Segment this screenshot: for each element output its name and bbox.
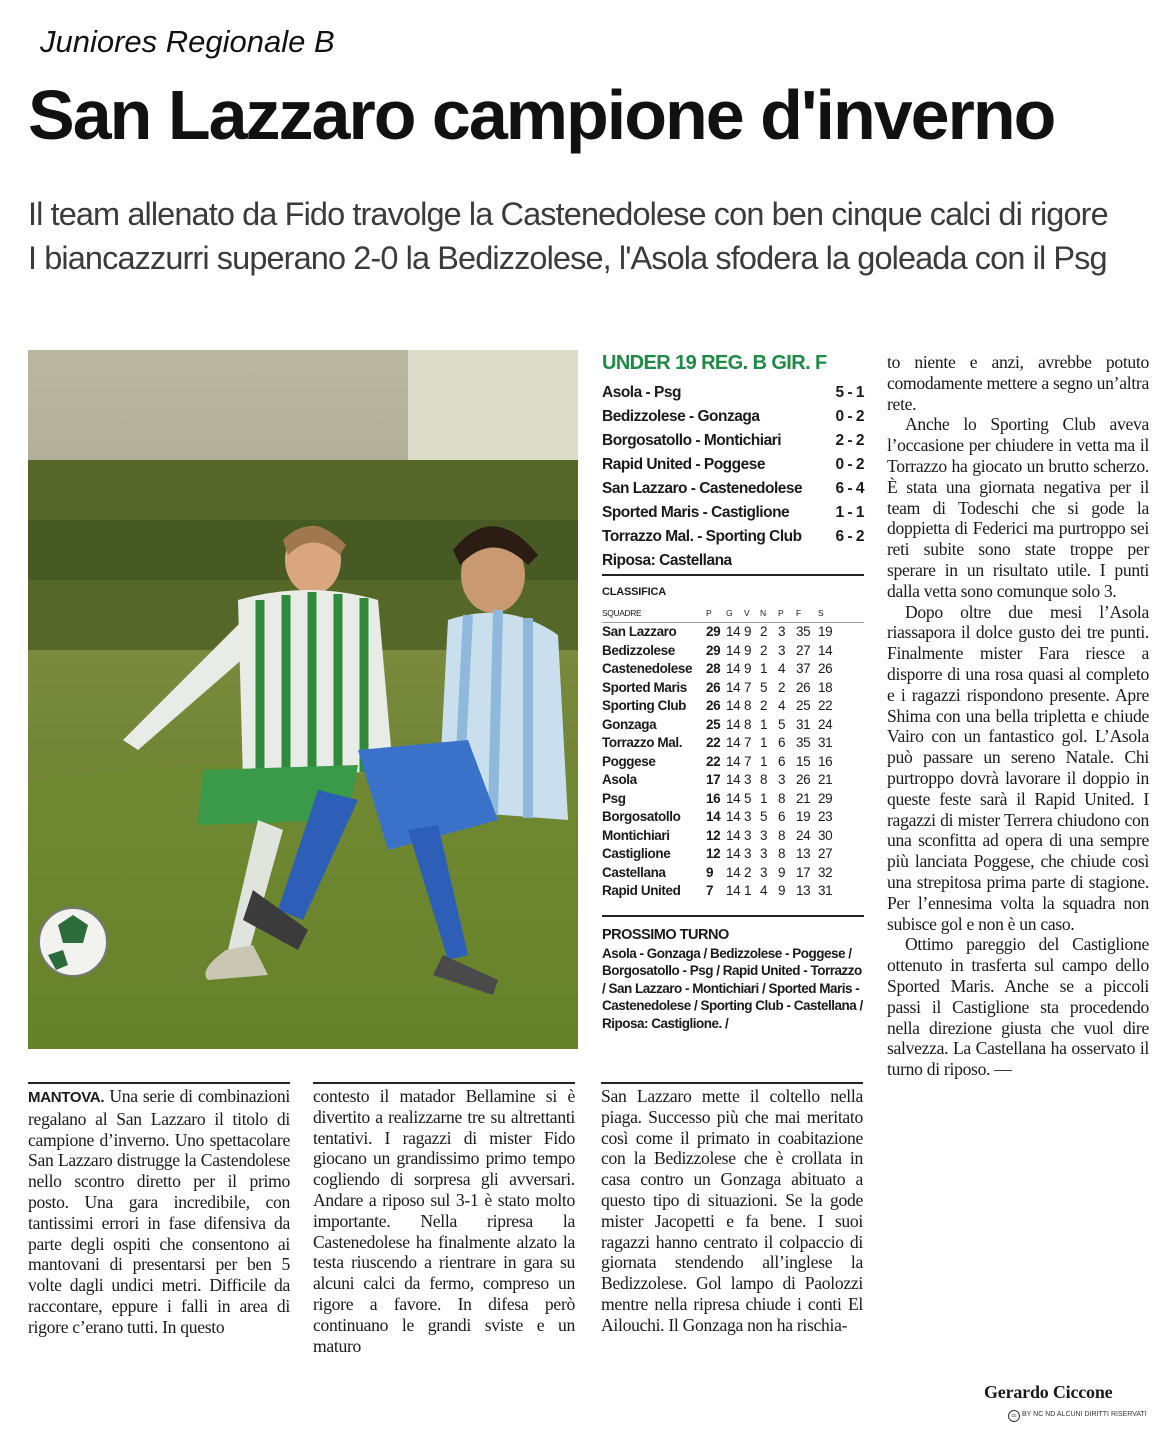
standings-row [602,716,864,735]
article-column-4 [887,352,1149,1080]
stat: 14 [726,716,741,732]
stat: 8 [778,790,786,806]
match: Bedizzolese - Gonzaga [602,408,760,425]
stat: 3 [760,864,768,880]
score: 0 - 2 [835,456,864,473]
stat: 15 [796,753,811,769]
article-paragraph: Ottimo pareggio del Castiglione ottenuto in trasferta sul campo dello Sported Maris. Anche se a piccoli passi il Castiglione sta procedendo nella direzione giusta che vuol dire salvezza. La Castellana ha osservato il turno di riposo. — [887,934,1149,1080]
match: Rapid United - Poggese [602,456,765,473]
stat: 14 [726,735,741,750]
standings-row [602,808,864,827]
standings-row [602,845,864,864]
stat: 6 [778,735,786,750]
stat: 1 [760,753,768,769]
stat: 23 [818,809,833,824]
stat: 9 [744,642,752,658]
team-name: Castenedolese [602,661,693,676]
stat: 37 [796,661,811,676]
stat: 1 [744,883,752,898]
stat: 3 [778,772,786,787]
stat: 2 [778,679,786,695]
score: 0 - 2 [835,408,864,425]
article-column-3 [601,1086,863,1336]
result-row [602,405,864,429]
dateline: MANTOVA. [28,1089,105,1106]
stat: 3 [778,624,786,639]
stat: 1 [760,735,768,750]
table-title: UNDER 19 REG. B GIR. F [602,352,827,374]
stat: 2 [760,642,768,658]
result-row [602,525,864,549]
stat: 2 [760,624,768,639]
score: 5 - 1 [835,384,864,401]
stat: 1 [760,661,768,676]
stat: 29 [818,790,833,806]
stat: 13 [796,883,811,898]
score: 6 - 2 [835,528,864,545]
stat: 14 [726,698,741,713]
stat: 27 [818,846,833,861]
stat: 8 [744,716,752,732]
match: Torrazzo Mal. - Sporting Club [602,528,802,545]
standings-row [602,697,864,716]
stat: 26 [796,772,811,787]
result-row [602,477,864,501]
stat: 31 [818,883,833,898]
col-header: N [760,608,766,618]
column-rule [313,1082,575,1084]
stat: 31 [796,716,811,732]
classifica-body [602,623,864,901]
col-header: P [778,608,784,618]
points: 22 [706,753,721,769]
stat: 9 [778,883,786,898]
result-row [602,453,864,477]
stat: 3 [744,772,752,787]
stat: 5 [760,809,768,824]
stat: 3 [744,846,752,861]
match: San Lazzaro - Castenedolese [602,480,803,497]
photo-illustration [28,350,578,1049]
stat: 26 [796,679,811,695]
stat: 17 [796,864,811,880]
headline: San Lazzaro campione d'inverno [28,76,1055,154]
stat: 4 [778,698,786,713]
score: 6 - 4 [835,480,864,497]
stat: 3 [744,827,752,843]
article-paragraph: Anche lo Sporting Club aveva l’occasione per chiudere in vetta ma il Torrazzo ha giocato un brutto scherzo. È stata una giornata negativa per il team di Todeschi che si gode la doppietta di Federici ma purtroppo sei reti subite sono state troppe per sperare in un risultato utile. I punti dalla vetta sono comunque solo 3. [887,414,1149,601]
byline: Gerardo Ciccone [984,1382,1113,1402]
points: 28 [706,661,721,676]
stat: 14 [726,846,741,861]
stat: 5 [760,679,768,695]
stat: 19 [818,624,833,639]
standings-row [602,642,864,661]
standings-row [602,623,864,642]
score: 2 - 2 [835,432,864,449]
stat: 21 [796,790,811,806]
col-header: SQUADRE [602,608,642,618]
standings-row [602,771,864,790]
column-rule [601,1082,863,1084]
stat: 30 [818,827,833,843]
stat: 2 [760,698,768,713]
stat: 18 [818,679,833,695]
points: 16 [706,790,721,806]
team-name: Sported Maris [602,679,687,695]
stat: 1 [760,716,768,732]
points: 29 [706,642,721,658]
team-name: Rapid United [602,883,681,898]
article-text: contesto il matador Bellamine si è divertito a realizzarne tre su altrettanti tentativi. I ragazzi di mister Fido giocano un grandissimo primo tempo cogliendo di sorpresa gli avversari. Andare a riposo sul 3-1 è stato molto importante. Nella ripresa la Castenedolese ha finalmente alzato la testa riuscendo a rientrare in gara su alcuni calci da fermo, compreso un rigore a favore. In difesa però continuano le grandi sviste e un maturo [313,1086,575,1356]
classifica-title: CLASSIFICA [602,586,667,598]
points: 29 [706,624,721,639]
kicker: Juniores Regionale B [40,24,335,59]
stat: 16 [818,753,833,769]
team-name: San Lazzaro [602,624,677,639]
standings-row [602,827,864,846]
standings-row [602,679,864,698]
result-row [602,501,864,525]
col-header: V [744,608,750,618]
stat: 27 [796,642,811,658]
stat: 3 [760,846,768,861]
stat: 8 [778,827,786,843]
stat: 31 [818,735,833,750]
stat: 7 [744,735,752,750]
stat: 14 [726,772,741,787]
team-name: Torrazzo Mal. [602,735,683,750]
standings-box [602,352,864,1032]
subhead-line-2: I biancazzurri superano 2-0 la Bedizzolese, l'Asola sfodera la goleada con il Psg [28,240,1107,276]
team-name: Castellana [602,864,666,880]
subhead-line-1: Il team allenato da Fido travolge la Castenedolese con ben cinque calci di rigore [28,196,1108,232]
stat: 3 [760,827,768,843]
points: 9 [706,864,714,880]
stat: 14 [726,809,741,824]
team-name: Sporting Club [602,698,687,713]
standings-row [602,790,864,809]
classifica-header [602,608,864,623]
stat: 6 [778,753,786,769]
col-header: F [796,608,801,618]
stat: 4 [778,661,786,676]
next-round-fixtures: Asola - Gonzaga / Bedizzolese - Poggese / Borgosatollo - Psg / Rapid United - Torrazzo / San Lazzaro - Montichiari / Sported Maris - Castenedolese / Sporting Club - Castellana / Riposa: Castiglione. / [602,945,863,1031]
article-column-2 [313,1086,575,1356]
stat: 24 [796,827,811,843]
stat: 9 [744,624,752,639]
article-paragraph: to niente e anzi, avrebbe potuto comodamente mettere a segno un’altra rete. [887,352,1149,414]
points: 14 [706,809,721,824]
stat: 3 [744,809,752,824]
stat: 32 [818,864,833,880]
stat: 14 [726,790,741,806]
stat: 14 [726,661,741,676]
points: 17 [706,772,721,787]
stat: 7 [744,753,752,769]
stat: 19 [796,809,811,824]
stat: 8 [778,846,786,861]
stat: 14 [726,864,741,880]
stat: 9 [744,661,752,676]
col-header: P [706,608,712,618]
football-photo [28,350,578,1049]
stat: 8 [744,698,752,713]
stat: 22 [818,698,833,713]
result-row [602,429,864,453]
stat: 8 [760,772,768,787]
stat: 14 [726,827,741,843]
results-list [602,381,864,576]
team-name: Bedizzolese [602,642,675,658]
result-row [602,381,864,405]
stat: 13 [796,846,811,861]
points: 26 [706,698,721,713]
match: Asola - Psg [602,384,681,401]
stat: 3 [778,642,786,658]
stat: 2 [744,864,752,880]
points: 26 [706,679,721,695]
standings-row [602,734,864,753]
points: 12 [706,827,721,843]
next-round-title: PROSSIMO TURNO [602,915,864,943]
stat: 9 [778,864,786,880]
team-name: Poggese [602,753,656,769]
stat: 24 [818,716,833,732]
stat: 14 [818,642,833,658]
team-name: Montichiari [602,827,670,843]
stat: 14 [726,883,741,898]
stat: 35 [796,624,811,639]
match: Sported Maris - Castiglione [602,504,790,521]
article-text: San Lazzaro mette il coltello nella piaga. Successo più che mai meritato così come il primato in coabitazione con la Bedizzolese che è crollata in casa contro un Gonzaga abituato a questo tipo di situazioni. Se la gode mister Jacopetti e fa bene. I suoi ragazzi hanno centrato il colpaccio di giornata stendendo all’inglese la Bedizzolese. Gol lampo di Paolozzi mentre nella ripresa chiude i conti El Ailouchi. Il Gonzaga non ha rischia- [601,1086,863,1335]
stat: 14 [726,679,741,695]
rest-team: Riposa: Castellana [602,549,864,576]
stat: 21 [818,772,833,787]
standings-row [602,882,864,901]
column-rule [28,1082,290,1084]
stat: 6 [778,809,786,824]
stat: 26 [818,661,833,676]
standings-row [602,753,864,772]
team-name: Gonzaga [602,716,657,732]
stat: 14 [726,642,741,658]
points: 12 [706,846,721,861]
points: 25 [706,716,721,732]
standings-row [602,660,864,679]
team-name: Psg [602,790,626,806]
stat: 5 [744,790,752,806]
points: 22 [706,735,721,750]
team-name: Asola [602,772,637,787]
stat: 14 [726,624,741,639]
subhead [28,192,1158,280]
col-header: S [818,608,824,618]
stat: 4 [760,883,768,898]
team-name: Borgosatollo [602,809,681,824]
stat: 7 [744,679,752,695]
license-text: BY NC ND ALCUNI DIRITTI RISERVATI [1022,1411,1147,1418]
stat: 25 [796,698,811,713]
stat: 1 [760,790,768,806]
article-text: Una serie di combinazioni regalano al San Lazzaro il titolo di campione d’inverno. Uno spettacolare San Lazzaro distrugge la Castendolese nello scontro diretto per il primo posto. Una gara incredibile, con tantissimi errori in fase difensiva da parte degli ospiti che consentono ai mantovani di presentarsi per ben 5 volte dagli undici metri. Difficile da raccontare, eppure i falli in area di rigore c’erano tutti. In questo [28,1086,290,1337]
article-paragraph: Dopo oltre due mesi l’Asola riassapora il dolce gusto dei tre punti. Finalmente mister Fara riesce a disporre di una rosa quasi al completo e i ragazzi rispondono presente. Apre Shima con una bella tripletta e chiude Vairo con un fantastico gol. L’Asola può passare un sereno Natale. Chi purtroppo dovrà lavorare il doppio in queste feste sarà il Rapid United. I ragazzi di mister Terrera chiudono con una sconfitta ad opera di una sempre più lanciata Poggese, che chiude così una strepitosa prima parte di stagione. Per l’ennesima volta la squadra non subisce gol e non è un caso. [887,601,1149,934]
stat: 35 [796,735,811,750]
col-header: G [726,608,733,618]
score: 1 - 1 [835,504,864,521]
match: Borgosatollo - Montichiari [602,432,782,449]
points: 7 [706,883,714,898]
stat: 14 [726,753,741,769]
stat: 5 [778,716,786,732]
standings-row [602,864,864,883]
creative-commons-icon: cc [1008,1410,1020,1422]
article-column-1 [28,1086,290,1338]
team-name: Castiglione [602,846,671,861]
